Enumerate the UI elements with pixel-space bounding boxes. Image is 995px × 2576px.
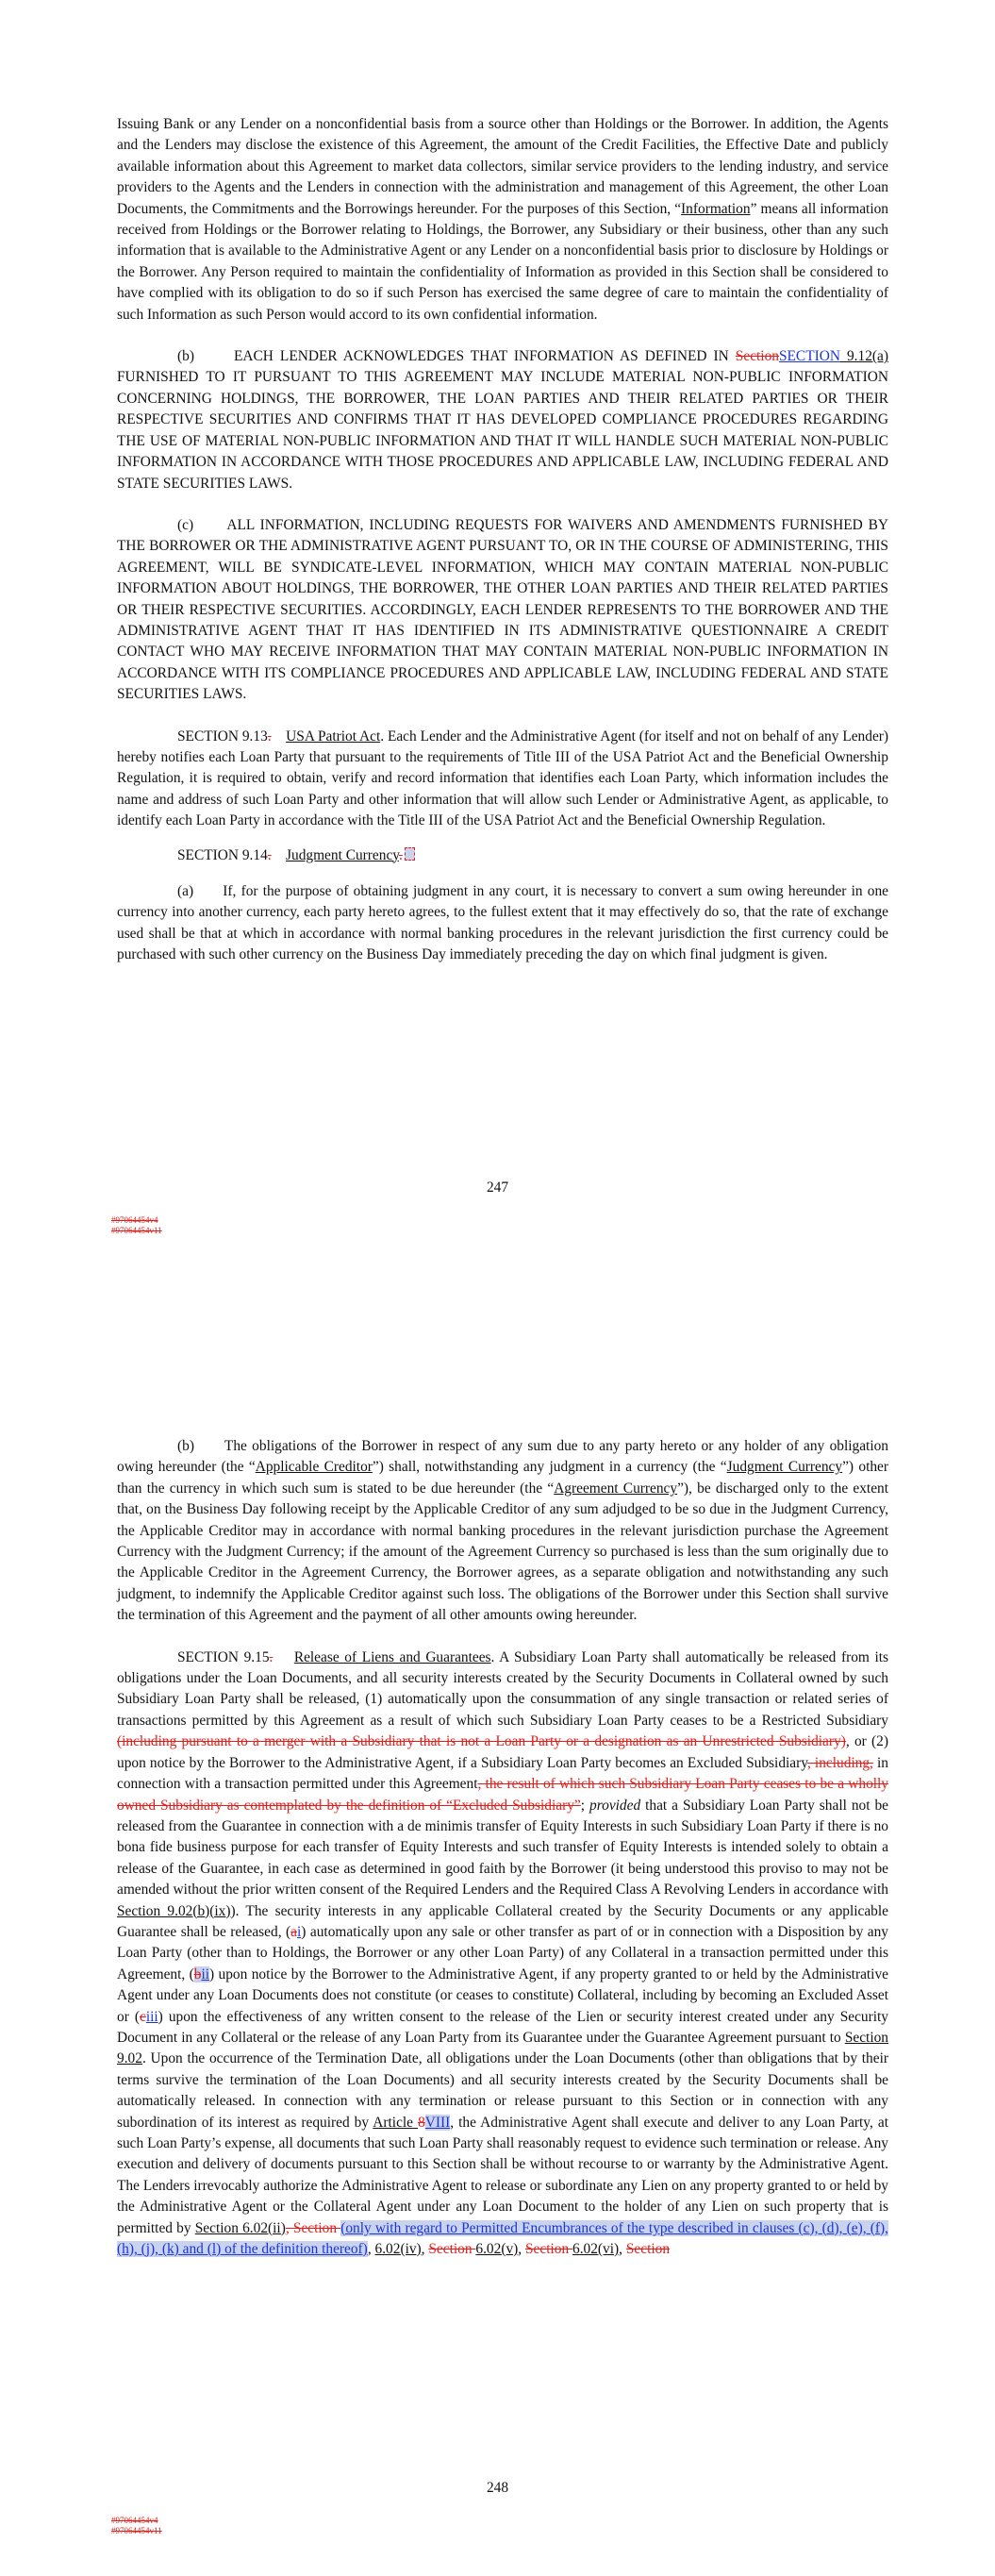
document-id-footer	[111, 1215, 162, 1236]
text-run: ) upon notice by the Borrower to the Administrative Agent, if any property granted to or held by the Administrative Agent under any Loan Documents does not constitute (or ceases to constitute) Collateral, including by becoming an Excluded Asset or (	[117, 1965, 888, 2025]
text-run: in connection with a transaction permitted under this Agreement	[117, 1754, 888, 1793]
deleted-text: b	[193, 1965, 202, 1982]
section-reference: 9.12(a)	[839, 348, 888, 365]
confidentiality-paragraph	[117, 114, 888, 326]
section-9-14-heading	[117, 845, 888, 866]
document-id-new: #97064454v11	[111, 2526, 162, 2535]
deleted-text: Section	[735, 348, 779, 365]
text-run: . Each Lender and the Administrative Agent (for itself and not on behalf of any Lender) hereby notifies each Loan Party that pursuant to the requirements of Title III of the USA Patriot Act and the Beneficial Ownership Regulation, it is required to obtain, verify and record information that identifies each Loan Party, which information includes the name and address of such Loan Party and other information that will allow such Lender or Administrative Agent, as applicable, to identify each Loan Party in accordance with the Title III of the USA Patriot Act and the Beneficial Ownership Regulation.	[117, 728, 889, 829]
text-run: that a Subsidiary Loan Party shall not be released from the Guarantee in connection with a de minimis transfer of Equity Interests in such Subsidiary Loan Party if there is no bona fide business purpose for each transfer of Equity Interests and such transfer of Equity Interests is intended solely to obtain a release of the Guarantee, in each case as determined in good faith by the Borrower (it being understood this proviso to may not be amended without the prior written consent of the Required Lenders and the Required Class A Revolving Lenders in accordance with	[117, 1797, 889, 1899]
inserted-text: (only with regard to Permitted Encumbrances of the type described in clauses (c), (d), (e), (f), (h), (j), (k) and (l) of the definition thereof)	[117, 2219, 888, 2258]
text-run: ;	[580, 1797, 590, 1814]
deleted-text: (including pursuant to a merger with a Subsidiary that is not a Loan Party or a designation as an Unrestricted Subsidiary)	[117, 1733, 846, 1750]
deleted-text: Section	[524, 2241, 572, 2258]
defined-term: Agreement Currency	[554, 1480, 678, 1497]
section-9-13-usa-patriot-act	[117, 727, 888, 832]
document-id-footer	[111, 2516, 162, 2536]
deleted-text: .	[267, 846, 272, 863]
deleted-text: Section	[428, 2241, 476, 2258]
document-id-old: #97064454v4	[111, 2516, 158, 2525]
page-number: 248	[486, 2480, 509, 2496]
text-run: ” means all information received from Holdings or the Borrower relating to Holdings, the Borrower, any Subsidiary or their business, other than any such information that is available to the Administrative Agent or any Lender on a nonconfidential basis prior to disclosure by Holdings or the Borrower. Any Person required to maintain the confidentiality of Information as provided in this Section shall be considered to have complied with its obligation to do so if such Person has exercised the same degree of care to maintain the confidentiality of such Information as such Person would accord to its own confidential information.	[117, 200, 888, 323]
defined-term: Applicable Creditor	[255, 1459, 373, 1476]
section-number: SECTION 9.15	[177, 1648, 270, 1665]
inserted-text: i	[297, 1923, 302, 1940]
text-run: ) automatically upon any sale or other transfer as part of or in connection with a Disposition by any Loan Party (other than to Holdings, the Borrower or any other Loan Party) of any Collateral in a transaction permitted under this Agreement, (	[117, 1923, 888, 1982]
italic-text: provided	[589, 1797, 641, 1814]
section-title: USA Patriot Act	[286, 728, 381, 744]
section-reference: Section 9.02(b)(ix)	[117, 1902, 231, 1919]
deleted-text: , the result of which such Subsidiary Loan Party ceases to be a wholly owned Subsidiary as contemplated by the definition of “Excluded Subsidiary”	[117, 1776, 889, 1814]
inserted-text: SECTION	[778, 348, 840, 365]
deleted-text: c	[140, 2008, 146, 2025]
text-run: . A Subsidiary Loan Party shall automatically be released from its obligations under the Loan Documents, and all security interests created by the Security Documents in Collateral owned by such Subsidiary Loan Party shall be released, (1) automatically upon the consummation of any single transaction or related series of transactions permitted by this Agreement as a result of which such Subsidiary Loan Party ceases to be a Restricted Subsidiary	[117, 1648, 889, 1729]
text-run: ”) shall, notwithstanding any judgment in a currency (the “	[372, 1459, 727, 1476]
text-run: ,	[421, 2241, 429, 2258]
text-run: ,	[518, 2241, 525, 2258]
section-reference: 6.02(v)	[475, 2241, 519, 2258]
text-run: ”) other than the currency in which such sum is stated to be due hereunder (the “	[117, 1459, 888, 1497]
text-run: . Upon the occurrence of the Termination Date, all obligations under the Loan Documents (other than obligations that by their terms survive the termination of the Loan Documents) and all security interests created by the Security Documents shall be automatically released. In connection with any termination or release pursuant to this Section or in connection with any subordination of its interest as required by	[117, 2050, 888, 2131]
document-page-248	[0, 1349, 995, 2576]
text-run: ). The security interests in any applicable Collateral created by the Security Documents or any applicable Guarantee shall be released, (	[117, 1902, 888, 1940]
text-run: FURNISHED TO IT PURSUANT TO THIS AGREEMENT MAY INCLUDE MATERIAL NON-PUBLIC INFORMATION CONCERNING HOLDINGS, THE BORROWER, THE LOAN PARTIES AND THEIR RELATED PARTIES OR THEIR RESPECTIVE SECURITIES AND CONFIRMS THAT IT HAS DEVELOPED COMPLIANCE PROCEDURES REGARDING THE USE OF MATERIAL NON-PUBLIC INFORMATION AND THAT IT WILL HANDLE SUCH MATERIAL NON-PUBLIC INFORMATION IN ACCORDANCE WITH THOSE PROCEDURES AND APPLICABLE LAW, INCLUDING FEDERAL AND STATE SECURITIES LAWS.	[117, 369, 888, 492]
defined-term-information: Information	[681, 200, 751, 217]
section-reference: Section 9.02	[117, 2029, 888, 2067]
section-reference: 6.02(vi)	[572, 2241, 620, 2258]
inserted-text: iii	[145, 2008, 158, 2025]
inserted-text: ii	[201, 1965, 210, 1982]
section-reference: Section 6.02(ii)	[194, 2219, 286, 2236]
section-title: Judgment Currency	[286, 846, 399, 863]
text-run: ) upon the effectiveness of any written consent to the release of the Lien or security interest created under any Security Document in any Collateral or the release of any Loan Party from its Guarantee under the Guarantee Agreement pursuant to	[117, 2008, 889, 2046]
section-number: SECTION 9.13	[177, 728, 268, 744]
clause-c-information: (c) ALL INFORMATION, INCLUDING REQUESTS FOR WAIVERS AND AMENDMENTS FURNISHED BY THE BORROWER OR THE ADMINISTRATIVE AGENT PURSUANT TO, OR IN THE COURSE OF ADMINISTERING, THIS AGREEMENT, WILL BE SYNDICATE-LEVEL INFORMATION, WHICH MAY CONTAIN MATERIAL NON-PUBLIC INFORMATION ABOUT HOLDINGS, THE BORROWER, THE OTHER LOAN PARTIES AND THEIR RELATED PARTIES OR THEIR RESPECTIVE SECURITIES. ACCORDINGLY, EACH LENDER REPRESENTS TO THE BORROWER AND THE ADMINISTRATIVE AGENT THAT IT HAS IDENTIFIED IN ITS ADMINISTRATIVE QUESTIONNAIRE A CREDIT CONTACT WHO MAY RECEIVE INFORMATION THAT MAY CONTAIN MATERIAL NON-PUBLIC INFORMATION IN ACCORDANCE WITH ITS COMPLIANCE PROCEDURES AND APPLICABLE LAW, INCLUDING FEDERAL AND STATE SECURITIES LAWS.	[117, 516, 888, 703]
deleted-text: .	[398, 846, 403, 863]
document-id-old: #97064454v4	[111, 1215, 158, 1225]
deleted-text: a	[290, 1923, 298, 1940]
text-run: Issuing Bank or any Lender on a nonconfidential basis from a source other than Holdings or the Borrower. In addition, the Agents and the Lenders may disclose the existence of this Agreement, the amount of the Credit Facilities, the Effective Date and publicly available information about this Agreement to market data collectors, similar service providers to the lending industry, and service providers to the Agents and the Lenders in connection with the administration and management of this Agreement, the other Loan Documents, the Commitments and the Borrowings hereunder. For the purposes of this Section, “	[117, 116, 888, 217]
page-248-body	[117, 1436, 888, 2260]
text-run: ,	[619, 2241, 626, 2258]
deleted-text: .	[267, 728, 272, 744]
defined-term: Judgment Currency	[726, 1459, 843, 1476]
section-9-14-clause-b	[117, 1436, 888, 1627]
section-title: Release of Liens and Guarantees	[293, 1648, 491, 1665]
deleted-text: 8	[418, 2114, 425, 2131]
deleted-text: Section	[625, 2241, 671, 2258]
revision-mark-icon	[405, 847, 415, 861]
deleted-text: , Section	[285, 2219, 341, 2236]
text-run: ”), be discharged only to the extent that, on the Business Day following receipt by the Applicable Creditor of any sum adjudged to be so due in the Judgment Currency, the Applicable Creditor may in accordance with normal banking procedures in the relevant jurisdiction purchase the Agreement Currency with the Judgment Currency; if the amount of the Agreement Currency so purchased is less than the sum originally due to the Applicable Creditor in the Agreement Currency, the Borrower agrees, as a separate obligation and notwithstanding any such judgment, to indemnify the Applicable Creditor against such loss. The obligations of the Borrower under this Section shall survive the termination of this Agreement and the payment of all other amounts owing hereunder.	[117, 1480, 889, 1624]
text-run: , or (2) upon notice by the Borrower to the Administrative Agent, if a Subsidiary Loan Party becomes an Excluded Subsidiary	[117, 1733, 888, 1771]
page-number: 247	[486, 1179, 509, 1196]
clause-b-acknowledgement	[117, 346, 888, 494]
inserted-text: VIII	[424, 2114, 451, 2131]
deleted-text: , including,	[806, 1754, 873, 1771]
text-run: ,	[367, 2241, 375, 2258]
article-reference: Article	[373, 2114, 419, 2131]
section-number: SECTION 9.14	[177, 846, 268, 863]
section-9-14-clause-a: (a) If, for the purpose of obtaining judgment in any court, it is necessary to convert a sum owing hereunder in one currency into another currency, each party hereto agrees, to the fullest extent that it may effectively do so, that the rate of exchange used shall be that at which in accordance with normal banking procedures in the relevant jurisdiction the first currency could be purchased with such other currency on the Business Day immediately preceding the day on which final judgment is given.	[117, 883, 888, 963]
section-reference: 6.02(iv)	[374, 2241, 422, 2258]
deleted-text: .	[269, 1648, 274, 1665]
text-run: , the Administrative Agent shall execute and deliver to any Loan Party, at such Loan Party’s expense, all documents that such Loan Party shall reasonably request to evidence such termination or release. Any execution and delivery of documents pursuant to this Section shall be without recourse to or warranty by the Administrative Agent. The Lenders irrevocably authorize the Administrative Agent to release or subordinate any Lien on any property granted to or held by the Administrative Agent or the Collateral Agent under any Loan Document to the holder of any Lien on such property that is permitted by	[117, 2114, 888, 2236]
text-run: (b) The obligations of the Borrower in respect of any sum due to any party hereto or any holder of any obligation owing hereunder (the “	[117, 1438, 888, 1476]
page-247-body	[117, 114, 888, 966]
section-9-15-release-of-liens	[117, 1648, 888, 2261]
document-id-new: #97064454v11	[111, 1226, 162, 1235]
text-run: (b) EACH LENDER ACKNOWLEDGES THAT INFORMATION AS DEFINED IN	[177, 348, 736, 365]
